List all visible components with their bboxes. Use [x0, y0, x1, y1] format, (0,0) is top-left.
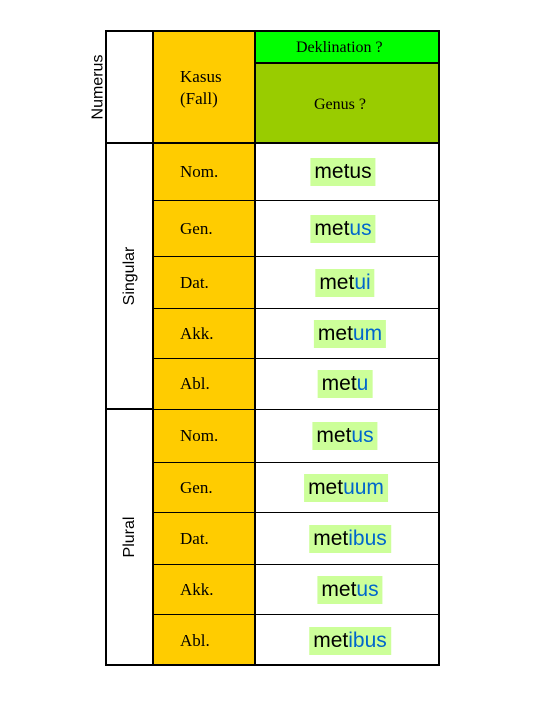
form-cell: [256, 359, 440, 410]
genus-header: [256, 64, 440, 144]
declined-form: [312, 422, 377, 450]
word-stem: metus: [314, 160, 372, 183]
word-stem: met: [316, 424, 352, 447]
form-cell: [256, 201, 440, 257]
form-cell: [256, 410, 440, 463]
case-cell: [154, 257, 256, 309]
case-label: Nom.: [180, 162, 219, 181]
case-label: Akk.: [180, 579, 214, 599]
case-cell: [154, 565, 256, 615]
case-cell: [154, 463, 256, 513]
word-ending: ibus: [348, 526, 387, 550]
word-stem: met: [313, 526, 349, 550]
kasus-header: [154, 30, 256, 144]
form-cell: [256, 513, 440, 565]
case-label: Nom.: [180, 426, 219, 445]
form-cell: [256, 144, 440, 201]
word-ending: ibus: [348, 628, 387, 652]
case-cell: [154, 201, 256, 257]
declined-form: [310, 158, 375, 186]
word-ending: uum: [343, 475, 384, 499]
word-stem: met: [308, 475, 344, 499]
case-cell: [154, 513, 256, 565]
genus-header-text: Genus ?: [314, 96, 366, 113]
declined-form: [309, 525, 391, 553]
word-ending: ui: [354, 270, 371, 294]
word-stem: met: [321, 372, 357, 395]
kasus-header-text: [180, 66, 222, 110]
kasus-header-line2: (Fall): [180, 89, 218, 108]
case-cell: [154, 144, 256, 201]
word-stem: met: [319, 270, 355, 294]
case-cell: [154, 359, 256, 410]
numerus-label-cell: [89, 30, 154, 144]
form-cell: [256, 257, 440, 309]
word-ending: us: [356, 577, 379, 601]
case-label: Abl.: [180, 630, 210, 650]
case-cell: [154, 410, 256, 463]
case-label: Gen.: [180, 218, 213, 238]
numerus-label: Numerus: [89, 54, 106, 120]
declined-form: [309, 627, 391, 655]
declined-form: [315, 269, 374, 297]
word-stem: met: [314, 216, 350, 240]
declined-form: [310, 215, 375, 243]
form-cell: [256, 463, 440, 513]
case-label: Dat.: [180, 272, 209, 292]
case-label: Akk.: [180, 323, 214, 343]
declined-form: [304, 474, 388, 502]
deklination-header-text: Deklination ?: [296, 39, 383, 56]
case-cell: [154, 309, 256, 359]
word-ending: us: [351, 424, 374, 447]
word-ending: u: [356, 372, 369, 395]
deklination-header: [256, 30, 440, 64]
case-label: Dat.: [180, 528, 209, 548]
declined-form: [314, 320, 386, 348]
singular-label: Singular: [120, 246, 138, 306]
form-cell: [256, 565, 440, 615]
kasus-header-line1: Kasus: [180, 67, 222, 86]
form-cell: [256, 615, 440, 666]
declined-form: [318, 370, 373, 398]
case-label: Gen.: [180, 477, 213, 497]
singular-label-cell: [105, 144, 154, 410]
case-cell: [154, 615, 256, 666]
word-stem: met: [321, 577, 357, 601]
declined-form: [317, 576, 382, 604]
plural-label: Plural: [120, 516, 138, 558]
case-label: Abl.: [180, 374, 210, 393]
word-stem: met: [317, 321, 353, 345]
form-cell: [256, 309, 440, 359]
word-stem: met: [313, 628, 349, 652]
plural-label-cell: [105, 410, 154, 666]
word-ending: um: [352, 321, 383, 345]
word-ending: us: [349, 216, 372, 240]
